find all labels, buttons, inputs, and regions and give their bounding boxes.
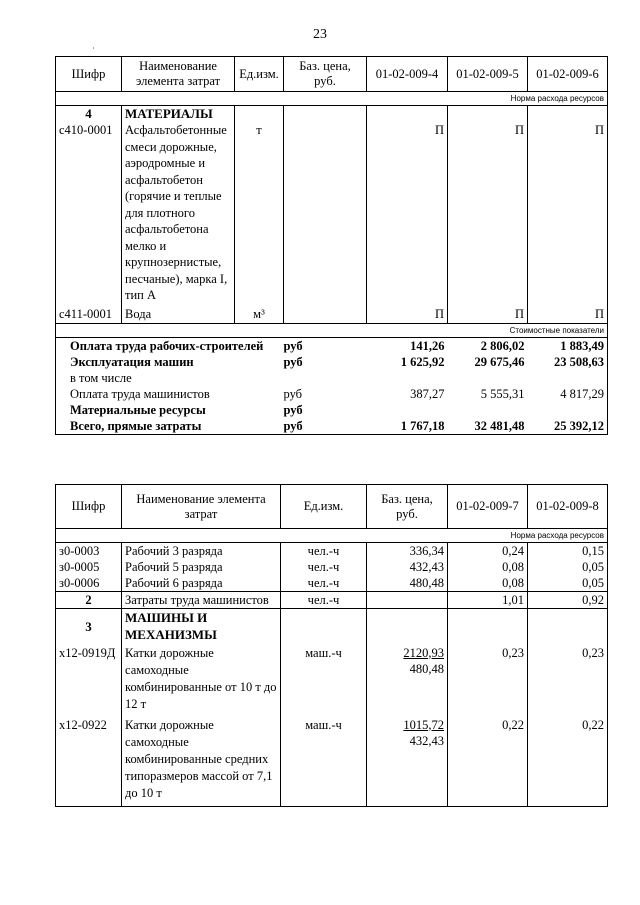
table-row xyxy=(56,575,608,592)
table-row xyxy=(56,122,608,306)
price-total: 1015,72 xyxy=(403,717,444,732)
table-row xyxy=(56,717,608,807)
row-code: с411-0001 xyxy=(56,306,122,323)
row-value-5: П xyxy=(448,306,528,323)
row-value-7: 0,08 xyxy=(448,559,528,575)
cost-value-4 xyxy=(367,402,448,418)
row-price xyxy=(367,592,448,609)
row-value-4: П xyxy=(367,122,448,306)
cost-name: Всего, прямые затраты xyxy=(56,418,284,435)
row-name: Катки дорожные самоходные комбинированные средних типоразмеров массой от 7,1 до 10 т xyxy=(122,717,281,807)
cost-value-5 xyxy=(448,370,528,386)
table-row xyxy=(56,306,608,323)
row-name: Вода xyxy=(122,306,235,323)
cost-value-4: 1 767,18 xyxy=(367,418,448,435)
cost-name: в том числе xyxy=(56,370,284,386)
row-value-7: 0,22 xyxy=(448,717,528,807)
header-col-7: 01-02-009-7 xyxy=(448,485,528,529)
row-name: Рабочий 6 разряда xyxy=(122,575,281,592)
row-name: Рабочий 3 разряда xyxy=(122,543,281,560)
table-row xyxy=(56,559,608,575)
cost-value-5: 29 675,46 xyxy=(474,354,525,369)
header-col-4: 01-02-009-4 xyxy=(367,57,448,92)
row-price: 480,48 xyxy=(367,575,448,592)
row-name: Затраты труда машинистов xyxy=(122,592,281,609)
row-name: Асфальтобетонные смеси дорожные, аэродромные и асфальтобетон (горячие и теплые для плотного асфальтобетона мелко и крупнозернистые, песчаные), марка I, тип А xyxy=(122,122,235,306)
row-value-7: 0,24 xyxy=(448,543,528,560)
row-value-8: 0,15 xyxy=(528,543,608,560)
cost-value-5 xyxy=(448,402,528,418)
header-price: Баз. цена, руб. xyxy=(367,485,448,529)
norm-label: Норма расхода ресурсов xyxy=(56,529,608,543)
norm-row xyxy=(56,92,608,106)
table-header xyxy=(56,57,608,92)
cost-row xyxy=(56,402,608,418)
cost-value-5: 5 555,31 xyxy=(480,386,525,401)
cost-value-4: 141,26 xyxy=(410,338,445,353)
header-unit: Ед.изм. xyxy=(281,485,367,529)
row-unit: чел.-ч xyxy=(281,559,367,575)
row-code: з0-0003 xyxy=(56,543,122,560)
cost-name: Оплата труда рабочих-строителей xyxy=(56,337,284,354)
norm-label: Норма расхода ресурсов xyxy=(56,92,608,106)
row-unit: чел.-ч xyxy=(281,543,367,560)
resource-table-2 xyxy=(55,484,608,807)
row-unit: чел.-ч xyxy=(281,575,367,592)
section-row xyxy=(56,609,608,645)
row-value-7: 0,08 xyxy=(448,575,528,592)
cost-value-6 xyxy=(528,370,608,386)
row-code: х12-0919Д xyxy=(56,645,122,717)
row-value-8: 0,23 xyxy=(528,645,608,717)
row-price: 336,34 xyxy=(367,543,448,560)
resource-table-1 xyxy=(55,56,608,435)
cost-row xyxy=(56,337,608,354)
cost-unit: руб xyxy=(283,338,303,353)
price-labor: 432,43 xyxy=(409,733,444,748)
cost-value-5: 2 806,02 xyxy=(480,338,525,353)
header-unit: Ед.изм. xyxy=(235,57,284,92)
cost-value-4: 1 625,92 xyxy=(400,354,445,369)
cost-value-6: 4 817,29 xyxy=(528,386,608,402)
table-header xyxy=(56,485,608,529)
section-number: 4 xyxy=(56,106,122,123)
cost-value-4 xyxy=(367,370,448,386)
cost-row-total xyxy=(56,418,608,435)
table-row xyxy=(56,543,608,560)
row-value-6: П xyxy=(528,306,608,323)
cost-label: Стоимостные показатели xyxy=(56,323,608,337)
cost-unit: руб xyxy=(283,354,303,369)
row-price xyxy=(284,122,367,306)
norm-row xyxy=(56,529,608,543)
cost-value-6 xyxy=(528,402,608,418)
row-name: Рабочий 5 разряда xyxy=(122,559,281,575)
table-row xyxy=(56,645,608,717)
row-code: з0-0005 xyxy=(56,559,122,575)
row-value-7: 0,23 xyxy=(448,645,528,717)
cost-unit: руб xyxy=(283,386,303,401)
cost-unit: руб xyxy=(283,402,303,417)
cost-unit: руб xyxy=(284,418,367,435)
cost-name: Эксплуатация машин xyxy=(56,354,284,370)
header-code: Шифр xyxy=(56,57,122,92)
header-col-5: 01-02-009-5 xyxy=(448,57,528,92)
cost-value-6: 23 508,63 xyxy=(528,354,608,370)
cost-name: Оплата труда машинистов xyxy=(56,386,284,402)
row-price xyxy=(367,717,448,807)
page-number: 23 xyxy=(313,27,327,42)
cost-value-6: 25 392,12 xyxy=(528,418,608,435)
row-value-4: П xyxy=(367,306,448,323)
header-col-8: 01-02-009-8 xyxy=(528,485,608,529)
row-code: 2 xyxy=(56,592,122,609)
row-name: Катки дорожные самоходные комбинированные от 10 т до 12 т xyxy=(122,645,281,717)
header-name: Наименование элемента затрат xyxy=(122,485,281,529)
row-unit: маш.-ч xyxy=(281,645,367,717)
cost-value-4: 387,27 xyxy=(410,386,445,401)
row-value-5: П xyxy=(448,122,528,306)
header-col-6: 01-02-009-6 xyxy=(528,57,608,92)
row-price: 432,43 xyxy=(367,559,448,575)
row-price xyxy=(367,645,448,717)
row-value-8: 0,05 xyxy=(528,559,608,575)
section-number: 3 xyxy=(56,609,122,645)
cost-value-5: 32 481,48 xyxy=(448,418,528,435)
cost-row xyxy=(56,386,608,402)
cost-indicators-row xyxy=(56,323,608,337)
row-code: х12-0922 xyxy=(56,717,122,807)
row-value-8: 0,05 xyxy=(528,575,608,592)
row-unit: маш.-ч xyxy=(281,717,367,807)
section-title: МАТЕРИАЛЫ xyxy=(122,106,235,123)
row-value-8: 0,92 xyxy=(528,592,608,609)
scan-mark: · xyxy=(92,44,95,53)
cost-value-6: 1 883,49 xyxy=(528,337,608,354)
row-price xyxy=(284,306,367,323)
row-code: з0-0006 xyxy=(56,575,122,592)
row-unit: т xyxy=(235,122,284,306)
header-price: Баз. цена, руб. xyxy=(284,57,367,92)
row-value-6: П xyxy=(528,122,608,306)
price-labor: 480,48 xyxy=(409,661,444,676)
cost-unit xyxy=(284,370,367,386)
row-unit: м³ xyxy=(235,306,284,323)
cost-name: Материальные ресурсы xyxy=(56,402,284,418)
section-title: МАШИНЫ И МЕХАНИЗМЫ xyxy=(122,609,281,645)
price-total: 2120,93 xyxy=(403,645,444,660)
row-unit: чел.-ч xyxy=(281,592,367,609)
machinists-row xyxy=(56,592,608,609)
section-row xyxy=(56,106,608,123)
header-name: Наименование элемента затрат xyxy=(122,57,235,92)
cost-row xyxy=(56,370,608,386)
header-code: Шифр xyxy=(56,485,122,529)
row-value-8: 0,22 xyxy=(528,717,608,807)
row-code: с410-0001 xyxy=(56,122,122,306)
row-value-7: 1,01 xyxy=(448,592,528,609)
cost-row xyxy=(56,354,608,370)
